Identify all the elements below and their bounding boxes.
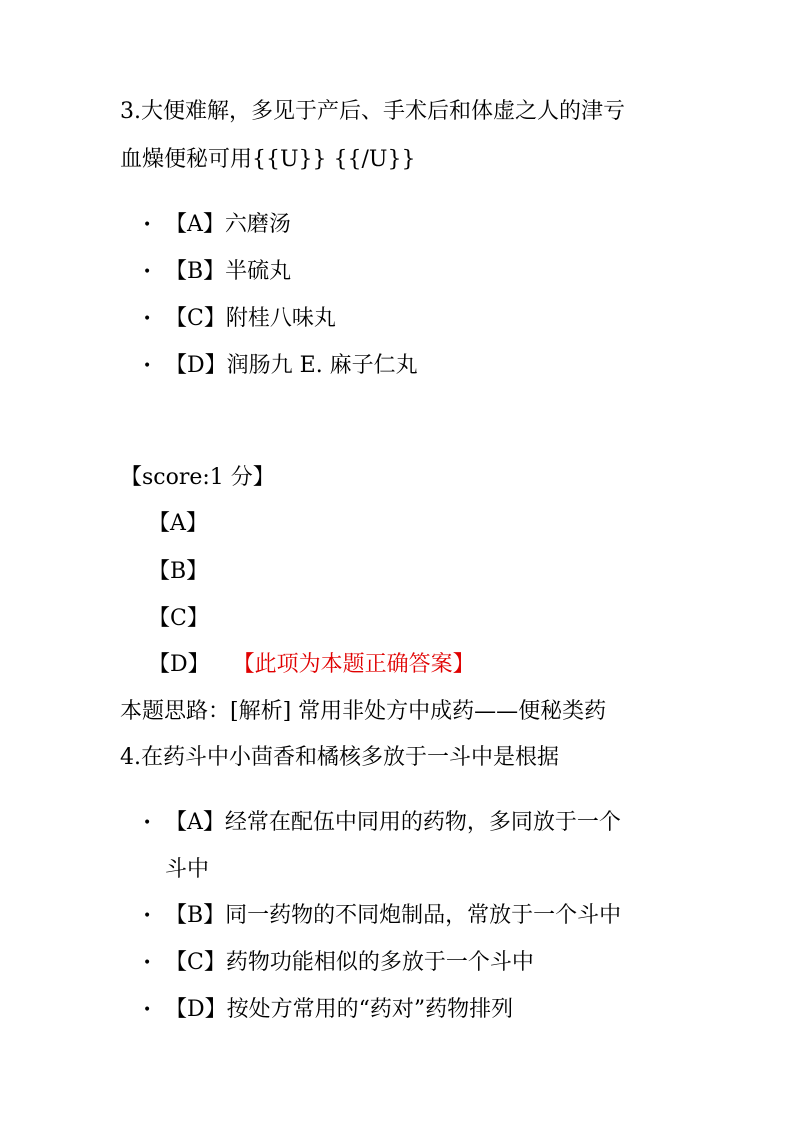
answer-a: 【A】: [148, 511, 208, 536]
explanation: 本题思路：[解析] 常用非处方中成药——便秘类药: [120, 699, 607, 724]
q3-option-c: [143, 304, 336, 334]
q3-title-line1: 3.大便难解，多见于产后、手术后和体虚之人的津亏: [120, 99, 625, 124]
bullet-icon: •: [143, 908, 152, 924]
q3-option-a-text: 【A】六磨汤: [165, 212, 291, 237]
q3-title-line2: 血燥便秘可用{{U}} {{/U}}: [120, 147, 416, 172]
answer-c: 【C】: [148, 606, 209, 631]
q4-option-d-text: 【D】按处方常用的“药对”药物排列: [165, 997, 514, 1022]
q4-option-d: [143, 995, 513, 1025]
score-label: 【score:1 分】: [120, 465, 275, 490]
bullet-icon: •: [143, 264, 152, 280]
q3-option-c-text: 【C】附桂八味丸: [165, 306, 336, 331]
bullet-icon: •: [143, 217, 152, 233]
bullet-icon: •: [143, 955, 152, 971]
bullet-icon: •: [143, 815, 152, 831]
q4-option-a-continuation: 斗中: [165, 857, 210, 882]
bullet-icon: •: [143, 358, 152, 374]
q3-option-b: [143, 257, 291, 287]
answer-b: 【B】: [148, 559, 209, 584]
q4-option-b: [143, 901, 621, 931]
correct-answer-marker: 【此项为本题正确答案】: [243, 652, 475, 677]
q4-title: 4.在药斗中小茴香和橘核多放于一斗中是根据: [120, 745, 559, 770]
q4-option-a: [143, 808, 621, 838]
q4-option-b-text: 【B】同一药物的不同炮制品，常放于一个斗中: [165, 903, 622, 928]
bullet-icon: •: [143, 1002, 152, 1018]
q3-option-d: [143, 351, 418, 381]
answer-d: 【D】: [148, 652, 210, 677]
q3-option-b-text: 【B】半硫丸: [165, 259, 292, 284]
q3-option-a: [143, 210, 291, 240]
bullet-icon: •: [143, 311, 152, 327]
q4-option-c: [143, 948, 534, 978]
q3-option-d-text: 【D】润肠九 E. 麻子仁丸: [165, 353, 418, 378]
q4-option-c-text: 【C】药物功能相似的多放于一个斗中: [165, 950, 534, 975]
answer-d-row: [148, 650, 475, 680]
q4-option-a-text: 【A】经常在配伍中同用的药物，多同放于一个: [165, 810, 621, 835]
